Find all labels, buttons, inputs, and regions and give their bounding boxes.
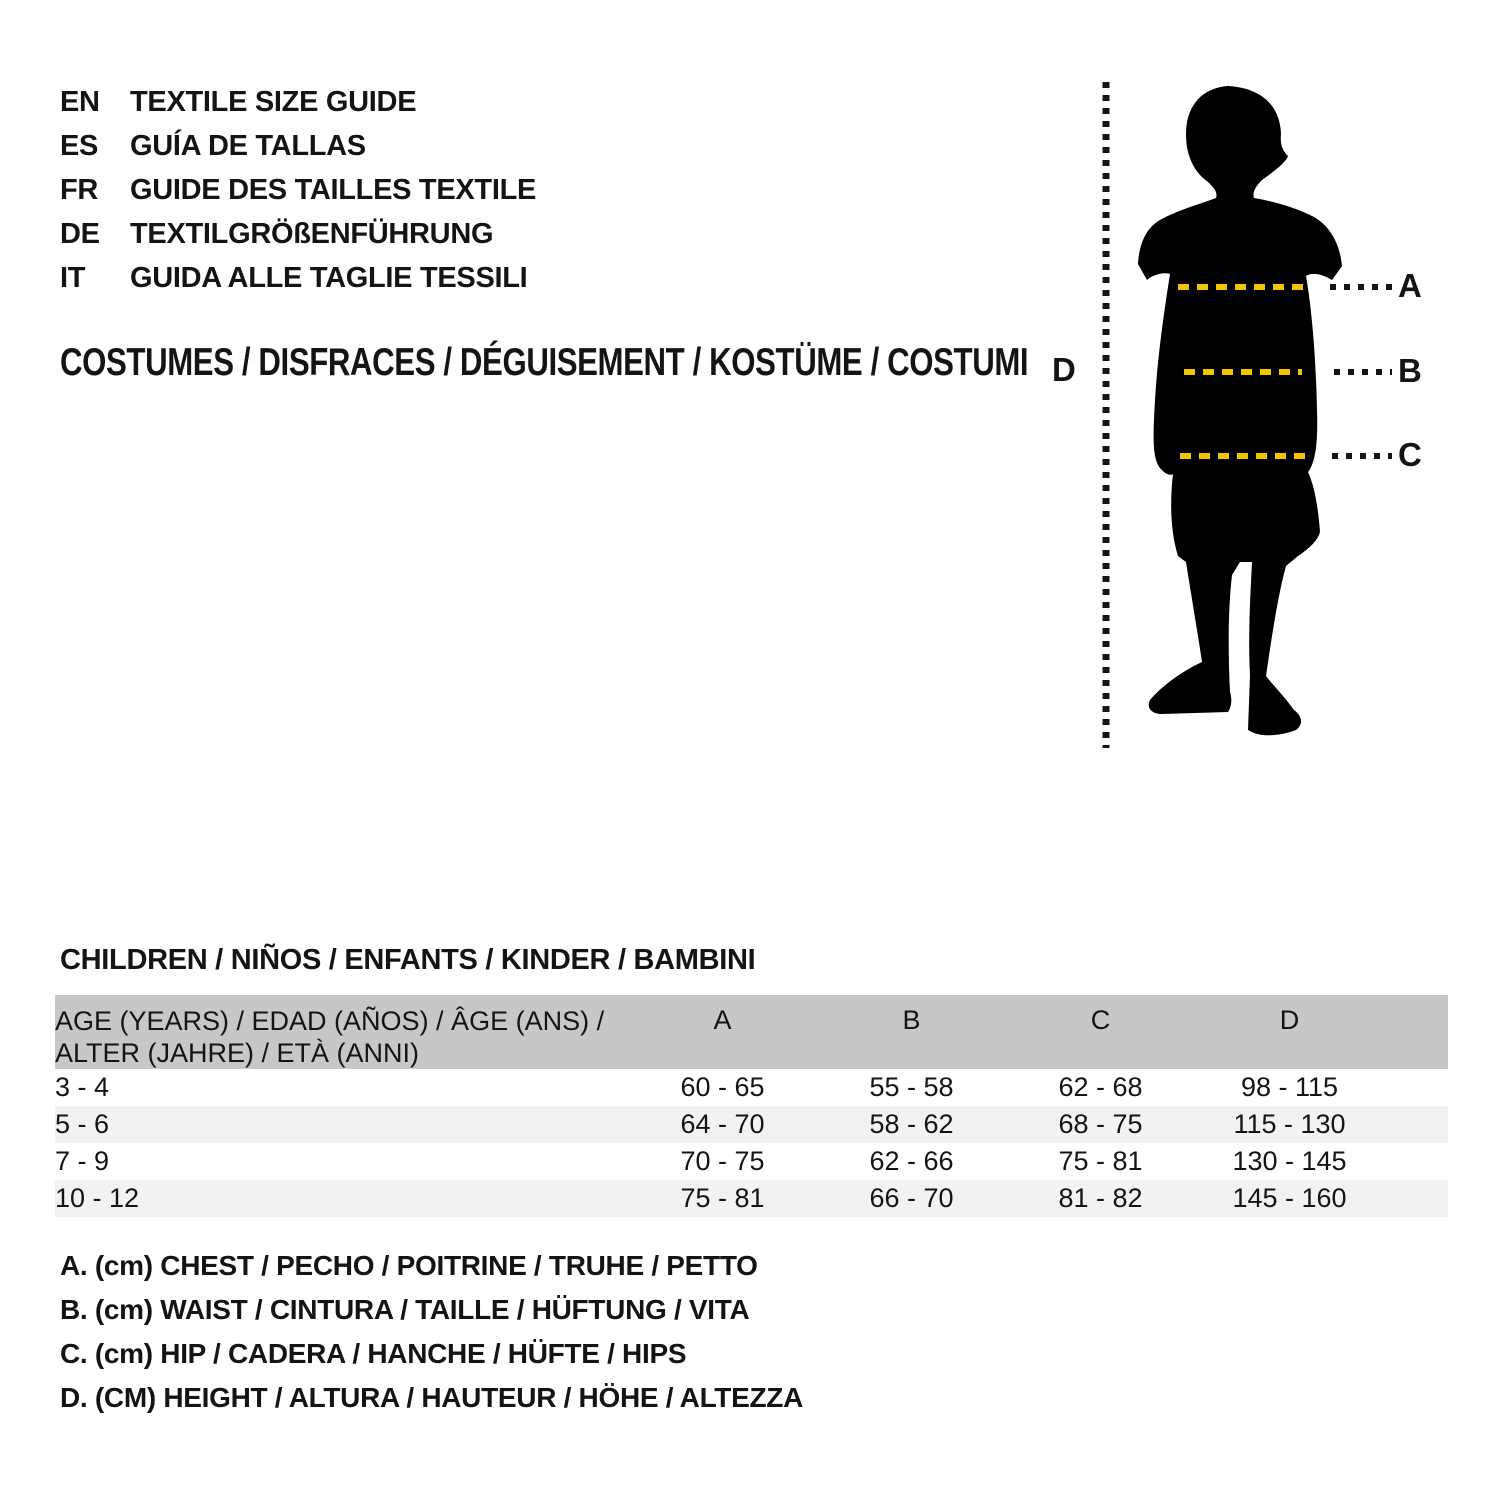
age-header-line1: AGE (YEARS) / EDAD (AÑOS) / ÂGE (ANS) / [55, 1006, 605, 1036]
language-title: GUIDA ALLE TAGLIE TESSILI [130, 262, 528, 294]
marker-label-chest: A [1398, 267, 1422, 304]
language-title: TEXTILGRÖßENFÜHRUNG [130, 218, 494, 250]
age-cell: 10 - 12 [55, 1183, 140, 1213]
age-cell: 7 - 9 [55, 1146, 110, 1176]
chest-cell: 70 - 75 [680, 1146, 765, 1176]
language-code: FR [60, 174, 99, 206]
spacer-cell [1384, 1143, 1448, 1180]
table-header-row [55, 995, 1448, 1069]
spacer-column-header [1384, 995, 1448, 1069]
measurement-legend [60, 1244, 803, 1420]
table-row [55, 1180, 1448, 1217]
measurement-figure [1040, 60, 1460, 760]
chest-cell: 75 - 81 [680, 1183, 765, 1213]
language-row-de [60, 212, 536, 256]
table-row [55, 1106, 1448, 1143]
chest-cell: 64 - 70 [680, 1109, 765, 1139]
legend-waist: B. (cm) WAIST / CINTURA / TAILLE / HÜFTUNG / VITA [60, 1294, 750, 1325]
age-cell: 5 - 6 [55, 1109, 110, 1139]
table-row [55, 1143, 1448, 1180]
language-title-list [60, 80, 536, 300]
hip-cell: 68 - 75 [1058, 1109, 1143, 1139]
language-code: DE [60, 218, 100, 250]
language-title: TEXTILE SIZE GUIDE [130, 86, 417, 118]
column-header-b: B [817, 995, 1006, 1069]
age-header-line2: ALTER (JAHRE) / ETÀ (ANNI) [55, 1038, 420, 1068]
height-cell: 98 - 115 [1240, 1072, 1339, 1102]
language-code: IT [60, 262, 86, 294]
column-header-a: A [628, 995, 817, 1069]
age-cell: 3 - 4 [55, 1072, 110, 1102]
legend-height: D. (CM) HEIGHT / ALTURA / HAUTEUR / HÖHE / ALTEZZA [60, 1382, 804, 1413]
column-header-d: D [1195, 995, 1384, 1069]
chest-cell: 60 - 65 [680, 1072, 765, 1102]
hip-cell: 81 - 82 [1058, 1183, 1143, 1213]
table-section-heading: CHILDREN / NIÑOS / ENFANTS / KINDER / BAMBINI [60, 944, 756, 976]
children-size-table [55, 995, 1448, 1217]
language-row-it [60, 256, 536, 300]
column-header-c: C [1006, 995, 1195, 1069]
language-title: GUIDE DES TAILLES TEXTILE [130, 174, 537, 206]
language-title: GUÍA DE TALLAS [130, 130, 366, 162]
table-row [55, 1069, 1448, 1106]
height-cell: 130 - 145 [1232, 1146, 1347, 1176]
category-heading: COSTUMES / DISFRACES / DÉGUISEMENT / KOSTÜME / COSTUMI [60, 341, 1029, 384]
language-code: ES [60, 130, 99, 162]
spacer-cell [1384, 1069, 1448, 1106]
legend-chest: A. (cm) CHEST / PECHO / POITRINE / TRUHE / PETTO [60, 1250, 758, 1281]
waist-cell: 58 - 62 [869, 1109, 954, 1139]
spacer-cell [1384, 1180, 1448, 1217]
height-cell: 145 - 160 [1232, 1183, 1347, 1213]
hip-cell: 62 - 68 [1058, 1072, 1143, 1102]
language-row-fr [60, 168, 536, 212]
marker-label-height: D [1052, 351, 1076, 388]
hip-cell: 75 - 81 [1058, 1146, 1143, 1176]
age-column-header [55, 995, 628, 1069]
language-row-en [60, 80, 536, 124]
language-row-es [60, 124, 536, 168]
waist-cell: 62 - 66 [869, 1146, 954, 1176]
language-code: EN [60, 86, 100, 118]
spacer-cell [1384, 1106, 1448, 1143]
child-silhouette-icon [1138, 86, 1342, 735]
marker-label-hip: C [1398, 436, 1422, 473]
waist-cell: 55 - 58 [869, 1072, 954, 1102]
marker-label-waist: B [1398, 352, 1422, 389]
waist-cell: 66 - 70 [869, 1183, 954, 1213]
height-cell: 115 - 130 [1233, 1109, 1346, 1139]
legend-hip: C. (cm) HIP / CADERA / HANCHE / HÜFTE / HIPS [60, 1338, 687, 1369]
